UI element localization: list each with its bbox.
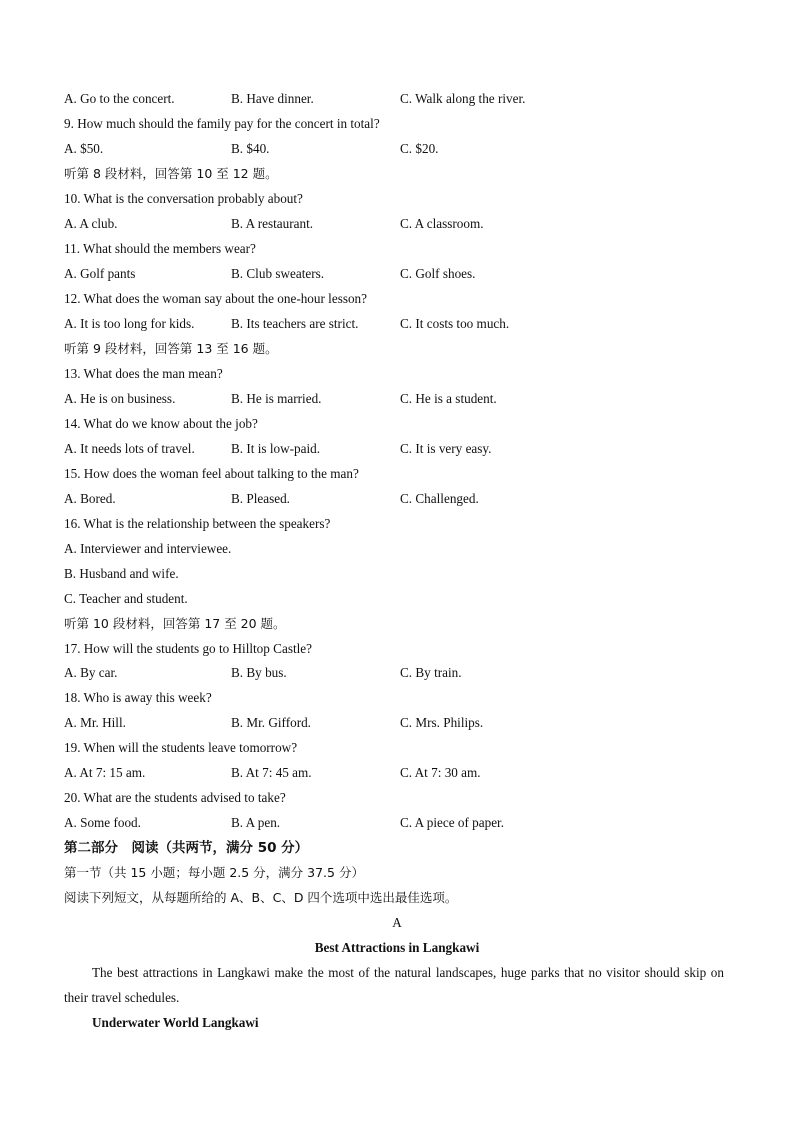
option-c: C. He is a student.: [400, 391, 497, 406]
option-b: B. It is low-paid.: [231, 441, 321, 456]
option-a: A. A club.: [64, 216, 118, 231]
option-b: B. Husband and wife.: [64, 566, 179, 581]
option-c: C. Golf shoes.: [400, 266, 476, 281]
listening-instruction: 听第 9 段材料，回答第 13 至 16 题。: [64, 341, 278, 356]
option-a: A. He is on business.: [64, 391, 176, 406]
question-text: 10. What is the conversation probably about?: [64, 191, 303, 206]
reading-instruction: 阅读下列短文，从每题所给的 A、B、C、D 四个选项中选出最佳选项。: [64, 890, 458, 905]
question-text: 19. When will the students leave tomorrow?: [64, 740, 298, 755]
option-b: B. He is married.: [231, 391, 322, 406]
passage-subheading: Underwater World Langkawi: [92, 1015, 259, 1030]
option-a: A. Interviewer and interviewee.: [64, 541, 232, 556]
passage-title: Best Attractions in Langkawi: [314, 940, 480, 955]
option-b: B. Its teachers are strict.: [231, 316, 359, 331]
question-text: 17. How will the students go to Hilltop Castle?: [64, 641, 312, 656]
question-text: 9. How much should the family pay for the concert in total?: [64, 116, 380, 131]
option-a: A. Bored.: [64, 491, 116, 506]
option-c: C. Mrs. Philips.: [400, 715, 484, 730]
question-text: 12. What does the woman say about the one-hour lesson?: [64, 291, 367, 306]
option-a: A. Mr. Hill.: [64, 715, 126, 730]
question-text: 20. What are the students advised to take?: [64, 790, 286, 805]
question-text: 11. What should the members wear?: [64, 241, 256, 256]
section1-heading: 第一节（共 15 小题；每小题 2.5 分，满分 37.5 分）: [64, 865, 364, 880]
option-a: A. $50.: [64, 141, 104, 156]
option-b: B. Club sweaters.: [231, 266, 325, 281]
listening-instruction: 听第 10 段材料，回答第 17 至 20 题。: [64, 616, 286, 631]
option-c: C. A piece of paper.: [400, 815, 505, 830]
option-c: C. Teacher and student.: [64, 591, 188, 606]
question-text: 13. What does the man mean?: [64, 366, 223, 381]
option-b: B. Mr. Gifford.: [231, 715, 311, 730]
question-text: 16. What is the relationship between the speakers?: [64, 516, 331, 531]
option-b: B. $40.: [231, 141, 270, 156]
option-a: A. Golf pants: [64, 266, 136, 281]
option-a: A. Some food.: [64, 815, 141, 830]
question-text: 14. What do we know about the job?: [64, 416, 258, 431]
listening-instruction: 听第 8 段材料，回答第 10 至 12 题。: [64, 166, 278, 181]
passage-letter: A: [392, 915, 402, 930]
question-text: 15. How does the woman feel about talking to the man?: [64, 466, 359, 481]
question-text: 18. Who is away this week?: [64, 690, 212, 705]
option-a: A. It needs lots of travel.: [64, 441, 195, 456]
option-c: C. It costs too much.: [400, 316, 510, 331]
part2-heading: 第二部分 阅读（共两节，满分 50 分）: [64, 840, 309, 856]
option-b: B. Have dinner.: [231, 91, 314, 106]
option-a: A. By car.: [64, 665, 118, 680]
option-b: B. Pleased.: [231, 491, 290, 506]
option-b: B. A pen.: [231, 815, 281, 830]
option-c: C. Walk along the river.: [400, 91, 526, 106]
option-b: B. At 7: 45 am.: [231, 765, 312, 780]
option-c: C. A classroom.: [400, 216, 484, 231]
option-c: C. By train.: [400, 665, 462, 680]
option-c: C. $20.: [400, 141, 439, 156]
option-a: A. At 7: 15 am.: [64, 765, 146, 780]
option-b: B. By bus.: [231, 665, 287, 680]
option-a: A. Go to the concert.: [64, 91, 175, 106]
option-b: B. A restaurant.: [231, 216, 314, 231]
option-c: C. At 7: 30 am.: [400, 765, 481, 780]
passage-paragraph: The best attractions in Langkawi make the most of the natural landscapes, huge parks that no visitor should skip on their travel schedules.: [64, 965, 724, 1005]
option-c: C. It is very easy.: [400, 441, 492, 456]
option-c: C. Challenged.: [400, 491, 479, 506]
option-a: A. It is too long for kids.: [64, 316, 195, 331]
